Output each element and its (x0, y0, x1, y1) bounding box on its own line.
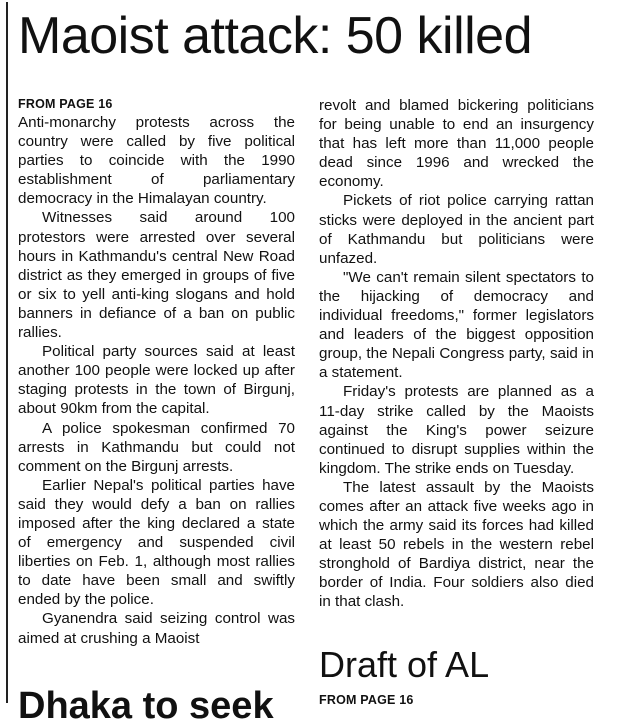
column-rule (6, 2, 8, 703)
article-paragraph: Gyanendra said seizing control was aimed at crushing a Maoist (18, 610, 295, 647)
article-paragraph: Anti-monarchy protests across the country were called by five political parties to coincide with the 1990 establishment of parliamentary democracy in the Himalayan country. (18, 114, 295, 208)
article-paragraph: Witnesses said around 100 protestors were arrested over several hours in Kathmandu's central New Road district as they emerged in groups of five or six to yell anti-king slogans and hold banners in defiance of a ban on public rallies. (18, 209, 295, 342)
article-paragraph: A police spokesman confirmed 70 arrests in Kathmandu but could not comment on the Birgunj arrests. (18, 419, 295, 475)
article-paragraph: Pickets of riot police carrying rattan sticks were deployed in the ancient part of Kathmandu but politicians were unfazed. (319, 192, 594, 267)
cut-off-headline: Dhaka to seek (18, 685, 274, 727)
article-headline: Maoist attack: 50 killed (18, 7, 533, 65)
article-column-left (18, 96, 295, 648)
article-paragraph: revolt and blamed bickering politicians for being unable to end an insurgency that has left more than 11,000 people dead since 1996 and wrecked the economy. (319, 97, 594, 191)
article-dateline: FROM PAGE 16 (18, 97, 113, 111)
article-paragraph: Earlier Nepal's political parties have said they would defy a ban on rallies imposed after the king declared a state of emergency and suspended civil liberties on Feb. 1, although most rallies to date have been small and swiftly ended by the police. (18, 476, 295, 609)
next-article-headline: Draft of AL (319, 644, 490, 685)
article-column-right (319, 96, 594, 612)
next-article-dateline: FROM PAGE 16 (319, 693, 414, 707)
article-paragraph: "We can't remain silent spectators to the hijacking of democracy and individual freedoms," former legislators and leaders of the biggest opposition group, the Nepali Congress party, said in a statement. (319, 268, 594, 382)
article-paragraph: The latest assault by the Maoists comes after an attack five weeks ago in which the army said its forces had killed at least 50 rebels in the western rebel stronghold of Bardiya district, near the border of India. Four soldiers also died in that clash. (319, 478, 594, 611)
article-paragraph: Political party sources said at least another 100 people were locked up after staging protests in the town of Birgunj, about 90km from the capital. (18, 343, 295, 418)
article-paragraph: Friday's protests are planned as a 11-day strike called by the Maoists against the King's power seizure continued to disrupt supplies within the kingdom. The strike ends on Tuesday. (319, 383, 594, 477)
